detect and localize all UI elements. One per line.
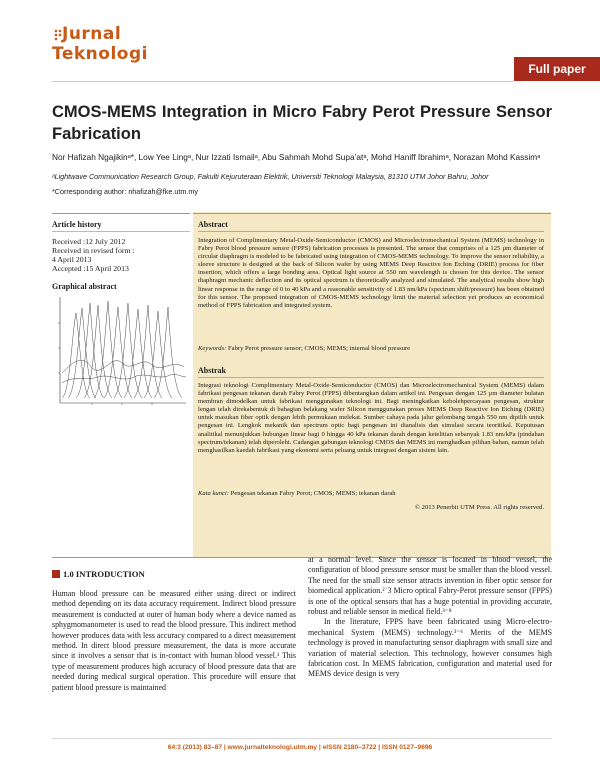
info-top-rule (52, 213, 190, 214)
keywords-line (198, 345, 544, 352)
graphical-abstract-figure (52, 293, 190, 413)
kata-kunci-line (198, 490, 544, 497)
footer-divider (52, 738, 552, 739)
square-bullet-icon (52, 570, 60, 578)
journal-logo-line1: Jurnal (62, 24, 122, 44)
revised-date: 4 April 2013 (52, 255, 92, 264)
body-paragraph-1: at a normal level. Since the sensor is located in blood vessel, the configuration of blood pressure sensor must be smaller than the blood vessel. The need for the small size sensor attracts invention in fiber optic sensor for biomedical application.²˙3 Micro optical Fabry-Perot pressure sensor (FPPS) is one of the optical sensors that has a huge potential in providing accurate, robust and reliable sensor in medical field.³⁻⁸ (308, 555, 552, 617)
abstrak-heading: Abstrak (198, 366, 227, 375)
kata-kunci-label: Kata kunci: (198, 490, 229, 497)
copyright-notice: © 2013 Penerbit UTM Press. All rights reserved. (415, 504, 544, 511)
abstrak-text: Integrasi teknologi Complimentary Metal-Oxide-Semiconductor (CMOS) dan Microelectromechanical System (MEMS) dalam fabrikasi pengesan tekanan darah Fabry Perot (FPPS) dibentangkan dalam artikel ini. Pengesan dengan 125 µm diameter bulatan membran dimodelkan untuk fabrikasi menggunakan teknologi ini. Bagi meningkatkan kebolehpercayaan pengesan, struktur lengan telah direkabentuk di bahagian belakang wafer Silicon menggunakan proses MEMS Deep Reactive Ion Etching (DRIE) untuk masukan fiber optik dengan lebih permukaan melekat. Sumber cahaya pada jalur gelombang tengah 550 nm dipilih untuk pengesan ini. Lengkok mekanik dan spectrum optic bagi pengesan ini dianalisis dan simulasi secara teoritikal. Keputusan analitikal menunjukkan hubungan linear bagi 0 hingga 40 kPa tekanan darah dengan ketelitian sebanyak 1.83 nm/kPa (pindahan spectrum/tekanan) telah diperolehi. Cadangan gabungan teknologi CMOS dan MEMS ini menghadkan pilihan bahan, namun telah menghasilkan kaedah fabrikasi yang ekonomi serta peluang untuk integrasi dengan sistem lain. (198, 382, 544, 454)
section-heading (52, 569, 145, 579)
header-divider (52, 81, 514, 82)
history-rule (52, 231, 190, 232)
abstract-rule (198, 231, 544, 232)
graphical-abstract-heading: Graphical abstract (52, 282, 117, 291)
section-heading-text: 1.0 INTRODUCTION (63, 569, 145, 579)
abstract-text: Integration of Complimentary Metal-Oxide-Semiconductor (CMOS) and Microelectromechanical System (MEMS) technology in Fabry Perot blood pressure sensor (FPPS) fabrication processes is presented. The sensor that comprises of a 125 µm diameter of circular diaphragm is modeled to be fabricated using integration of CMOS-MEMS technology. To improve the sensor reliability, a sleeve structure is designed at the back of Silicon wafer by using MEMS Deep Reactive Ion Etching (DRIE) process for fiber insertion, which offers a large bonding area. Optical light source at 550 nm wavelength is chosen for this device. The sensor diaphragm mechanic deflection and its optical spectrum is theoretically analyzed and simulated. The analytical results show high linear response in the range of 0 to 40 kPa and a reasonable sensitivity of 1.83 nm/kPa (spectrum shift/pressure) has been obtained for this sensor. The proposed integration of CMOS-MEMS technology limit the material selection yet produces an economical method of FPPS fabrication and integrated system. (198, 237, 544, 309)
affiliation: ᵃLightwave Communication Research Group, Fakulti Kejuruteraan Elektrik, Universiti Teknologi Malaysia, 81310 UTM Johor Bahru, Johor (52, 172, 489, 181)
author-list: Nor Hafizah Ngajikinᵃ*, Low Yee Lingᵃ, Nur Izzati Ismailᵃ, Abu Sahmah Mohd Supa’atᵃ, Mohd Haniff Ibrahimᵃ, Norazan Mohd Kassimᵃ (52, 152, 541, 162)
paper-title: CMOS-MEMS Integration in Micro Fabry Perot Pressure Sensor Fabrication (52, 103, 552, 143)
revised-label: Received in revised form : (52, 246, 135, 255)
keywords-label: Keywords: (198, 345, 227, 352)
corresponding-author: *Corresponding author: nhafizah@fke.utm.my (52, 187, 198, 196)
abstract-top-rule (193, 213, 551, 214)
body-column-left: Human blood pressure can be measured either using direct or indirect method depending on its data accuracy requirement. Indirect blood pressure measurement is conducted at outer of human body where a device named as sphygmomanometer is used to read the blood pressure. This indirect method however produces data with less accuracy compared to a direct measurement method. In direct blood pressure measurement, the data is more accurate since it involves a sensor that is in-contact with human blood vessel.¹ This type of measurement produces high accuracy of blood pressure data that are needed during medical surgical operation. This procedure will ensure that patient blood pressure is maintained (52, 589, 296, 692)
accepted-date: Accepted :15 April 2013 (52, 264, 129, 273)
kata-kunci-text: Pengesan tekanan Fabry Perot; CMOS; MEMS; tekanan darah (230, 490, 396, 497)
article-history-heading: Article history (52, 220, 102, 229)
received-date: Received :12 July 2012 (52, 237, 126, 246)
keywords-text: Fabry Perot pressure sensor; CMOS; MEMS; internal blood pressure (227, 345, 411, 352)
journal-footer: 64:3 (2013) 83–87 | www.jurnalteknologi.utm.my | eISSN 2180–3722 | ISSN 0127–9696 (167, 744, 433, 751)
abstrak-rule (198, 377, 544, 378)
full-paper-badge: Full paper (514, 57, 600, 81)
body-column-right (308, 555, 552, 680)
body-paragraph-2: In the literature, FPPS have been fabricated using Micro-electro-mechanical System (MEMS) technology.³⁻⁶ Merits of the MEMS technology is proved in manufacturing sensor diaphragm with small size and variation of material selection. This technology, however consumes high fabrication cost. In MEMS fabrication, configuration and material used for MEMS device design is very (308, 617, 552, 679)
abstract-heading: Abstract (198, 220, 228, 229)
journal-logo-line2: Teknologi (52, 44, 148, 64)
